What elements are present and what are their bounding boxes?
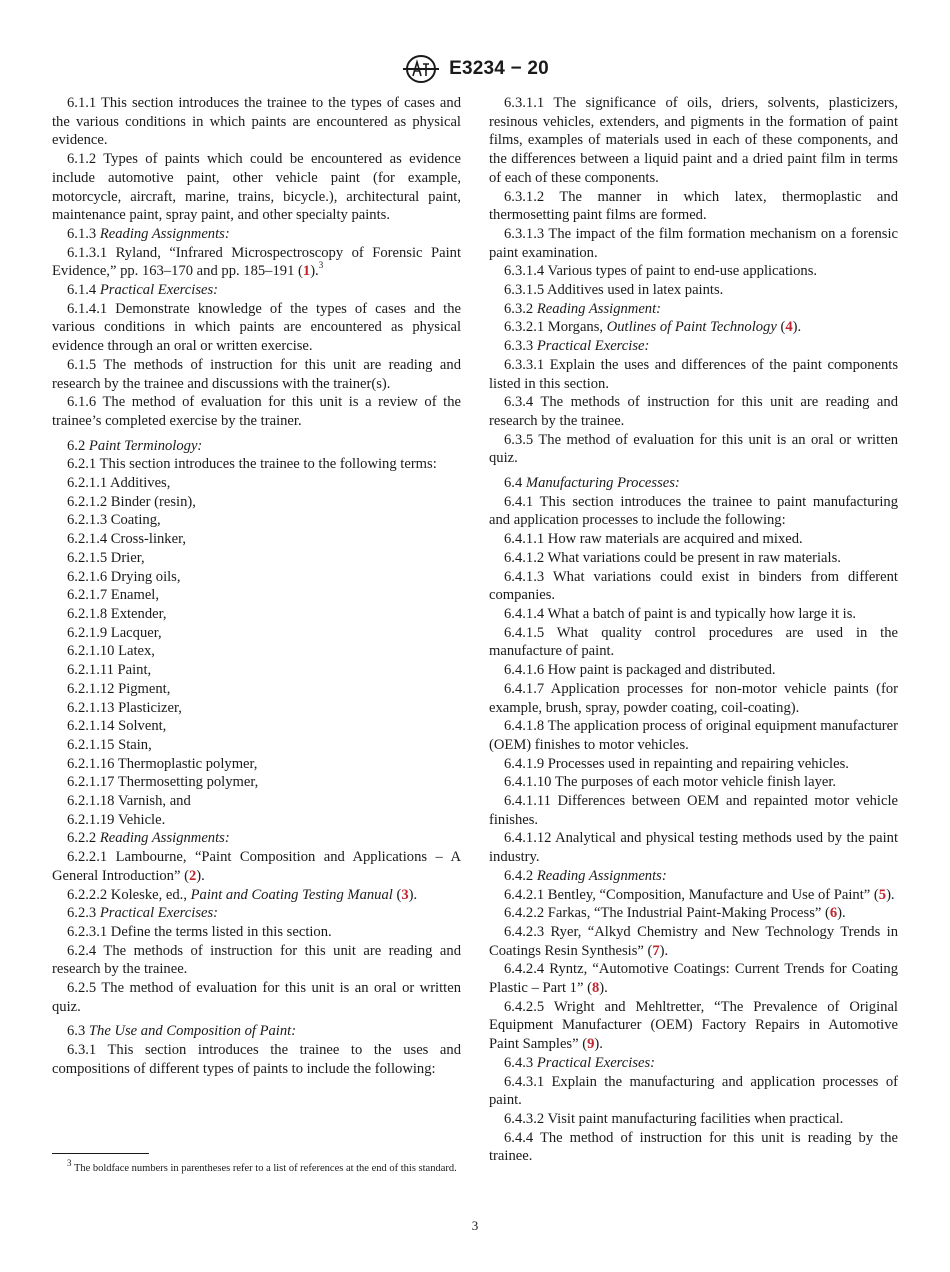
list-item: 6.2.1.16 Thermoplastic polymer, — [67, 755, 258, 772]
list-item: 6.2.1.11 Paint, — [67, 662, 152, 679]
paragraph: 6.3.1.3 The impact of the film formation mechanism on a forensic paint examination. — [489, 225, 898, 261]
paragraph: 6.4.1.10 The purposes of each motor vehicle finish layer. — [504, 774, 837, 791]
reference-link[interactable]: 3 — [401, 886, 409, 903]
reference-link[interactable]: 6 — [829, 905, 838, 922]
reference-link[interactable]: 2 — [188, 867, 197, 884]
paragraph: 6.4.1.7 Application processes for non-motor vehicle paints (for example, brush, spray, powder coating, coil-coating). — [489, 680, 898, 716]
reference-link[interactable]: 1 — [302, 263, 311, 280]
paragraph: 6.4.1.6 How paint is packaged and distributed. — [504, 662, 776, 679]
reference-link[interactable]: 5 — [878, 886, 887, 903]
reference-paragraph: 6.2.2.2 Koleske, ed., Paint and Coating Testing Manual (3). — [67, 886, 418, 903]
subsection-heading: 6.2.3 Practical Exercises: — [67, 905, 219, 922]
section-heading: 6.4 Manufacturing Processes: — [504, 475, 680, 492]
reference-paragraph: 6.2.2.1 Lambourne, “Paint Composition and Applications – A General Introduction” (2). — [52, 849, 461, 884]
list-item: 6.2.1.17 Thermosetting polymer, — [67, 774, 259, 791]
paragraph: 6.1.4.1 Demonstrate knowledge of the types of cases and the various conditions in which paints are encountered as physical evidence through an oral or written exercise. — [52, 300, 461, 355]
list-item: 6.2.1.3 Coating, — [67, 512, 161, 529]
paragraph: 6.4.4 The method of instruction for this unit is reading by the trainee. — [489, 1129, 898, 1165]
subsection-heading: 6.4.3 Practical Exercises: — [504, 1054, 656, 1071]
list-item: 6.2.1.12 Pigment, — [67, 680, 171, 697]
paragraph: 6.2.5 The method of evaluation for this unit is an oral or written quiz. — [52, 980, 461, 1015]
list-item: 6.2.1.18 Varnish, and — [67, 793, 191, 810]
paragraph: 6.4.1.11 Differences between OEM and repainted motor vehicle finishes. — [489, 793, 898, 828]
list-item: 6.2.1.4 Cross-linker, — [67, 531, 186, 548]
page-header — [0, 54, 950, 84]
list-item: 6.2.1.5 Drier, — [67, 549, 145, 566]
paragraph: 6.2.1 This section introduces the trainee to the following terms: — [67, 456, 437, 473]
paragraph: 6.2.4 The methods of instruction for this unit are reading and research by the trainee. — [52, 942, 461, 978]
paragraph: 6.4.1.4 What a batch of paint is and typically how large it is. — [504, 605, 857, 622]
subsection-heading: 6.3.3 Practical Exercise: — [504, 338, 650, 355]
reference-paragraph: 6.1.3.1 Ryland, “Infrared Microspectroscopy of Forensic Paint Evidence,” pp. 163–170 and pp. 185–191 (1).$^3$ — [52, 244, 461, 280]
paragraph: 6.4.1.9 Processes used in repainting and repairing vehicles. — [504, 755, 849, 772]
list-item: 6.2.1.13 Plasticizer, — [67, 699, 182, 716]
footnote-number: 3 — [67, 1157, 72, 1168]
paragraph: 6.4.1.5 What quality control procedures are used in the manufacture of paint. — [489, 624, 898, 660]
section-heading: 6.3 The Use and Composition of Paint: — [67, 1023, 297, 1040]
paragraph: 6.3.1.2 The manner in which latex, thermoplastic and thermosetting paint films are formed. — [489, 188, 898, 224]
paragraph: 6.4.1 This section introduces the trainee to paint manufacturing and application processes to include the following: — [489, 493, 898, 529]
reference-paragraph: 6.4.2.2 Farkas, “The Industrial Paint-Making Process” (6). — [504, 905, 846, 922]
footnote-divider — [52, 1153, 149, 1154]
astm-logo-icon — [401, 54, 441, 84]
paragraph: 6.3.5 The method of evaluation for this unit is an oral or written quiz. — [489, 431, 898, 467]
paragraph: 6.3.1.4 Various types of paint to end-use applications. — [504, 263, 818, 280]
paragraph: 6.1.1 This section introduces the trainee to the types of cases and the various conditions in which paints are encountered as physical evidence. — [52, 95, 461, 149]
reference-link[interactable]: 7 — [652, 942, 660, 959]
right-column — [489, 94, 898, 1166]
section-heading: 6.2 Paint Terminology: — [67, 437, 203, 454]
footnote-text: The boldface numbers in parentheses refer to a list of references at the end of this standard. — [73, 1163, 457, 1174]
paragraph: 6.4.1.3 What variations could exist in binders from different companies. — [489, 568, 898, 604]
subsection-heading: 6.1.4 Practical Exercises: — [67, 282, 219, 299]
reference-link[interactable]: 9 — [587, 1036, 595, 1053]
list-item: 6.2.1.7 Enamel, — [67, 587, 160, 604]
reference-paragraph: 6.4.2.4 Ryntz, “Automotive Coatings: Current Trends for Coating Plastic – Part 1” (8). — [489, 961, 898, 997]
paragraph: 6.4.1.12 Analytical and physical testing methods used by the paint industry. — [489, 830, 898, 866]
footnote — [52, 1157, 461, 1177]
paragraph: 6.4.1.1 How raw materials are acquired and mixed. — [504, 531, 803, 548]
reference-paragraph: 6.4.2.5 Wright and Mehltretter, “The Prevalence of Original Equipment Manufacturer (OEM) Factory Repairs in Automotive Paint Samples” (9). — [489, 998, 898, 1053]
list-item: 6.2.1.14 Solvent, — [67, 718, 167, 735]
paragraph: 6.3.4 The methods of instruction for this unit are reading and research by the trainee. — [489, 394, 898, 429]
paragraph: 6.3.1 This section introduces the trainee to the uses and compositions of different types of paints to include the following: — [52, 1042, 461, 1077]
list-item: 6.2.1.9 Lacquer, — [67, 624, 162, 641]
subsection-heading: 6.3.2 Reading Assignment: — [504, 300, 662, 317]
paragraph: 6.4.1.2 What variations could be present in raw materials. — [504, 549, 841, 566]
paragraph: 6.1.5 The methods of instruction for this unit are reading and research by the trainee and discussions with the trainer(s). — [52, 356, 461, 392]
reference-paragraph: 6.4.2.3 Ryer, “Alkyd Chemistry and New Technology Trends in Coatings Resin Synthesis” (7). — [489, 923, 898, 959]
page-number: 3 — [471, 1218, 479, 1233]
paragraph: 6.1.6 The method of evaluation for this unit is a review of the trainee’s completed exercise by the trainer. — [52, 394, 461, 429]
subsection-heading: 6.2.2 Reading Assignments: — [67, 830, 230, 847]
reference-paragraph: 6.4.2.1 Bentley, “Composition, Manufacture and Use of Paint” (5). — [504, 886, 895, 903]
subsection-heading: 6.4.2 Reading Assignments: — [504, 867, 667, 884]
list-item: 6.2.1.10 Latex, — [67, 643, 155, 660]
paragraph: 6.3.3.1 Explain the uses and differences of the paint components listed in this section. — [489, 356, 898, 392]
list-item: 6.2.1.1 Additives, — [67, 475, 171, 492]
paragraph: 6.4.1.8 The application process of original equipment manufacturer (OEM) finishes to motor vehicles. — [489, 718, 898, 753]
paragraph: 6.4.3.2 Visit paint manufacturing facilities when practical. — [504, 1110, 844, 1127]
paragraph: 6.3.1.1 The significance of oils, driers, solvents, plasticizers, resinous vehicles, extenders, and pigments in the formation of paint films, examples of materials used in each of these components, and the differences between a liquid paint and a dried paint film in terms of each of these components. — [489, 95, 898, 186]
paragraph: 6.2.3.1 Define the terms listed in this section. — [67, 923, 332, 940]
paragraph: 6.1.2 Types of paints which could be encountered as evidence include automotive paint, other vehicle paint (for example, motorcycle, aircraft, marine, trains, bicycle.), architectural paint, maintenance paint, spray paint, and other specialty paints. — [52, 151, 461, 224]
footnote-marker: 3 — [318, 260, 324, 271]
paragraph: 6.4.3.1 Explain the manufacturing and application processes of paint. — [489, 1073, 898, 1109]
list-item: 6.2.1.6 Drying oils, — [67, 568, 181, 585]
left-column — [52, 94, 461, 1079]
list-item: 6.2.1.8 Extender, — [67, 605, 167, 622]
list-item: 6.2.1.15 Stain, — [67, 736, 152, 753]
list-item: 6.2.1.2 Binder (resin), — [67, 493, 196, 510]
reference-link[interactable]: 8 — [591, 980, 600, 997]
reference-paragraph: 6.3.2.1 Morgans, Outlines of Paint Technology (4). — [504, 319, 802, 336]
list-item: 6.2.1.19 Vehicle. — [67, 811, 166, 828]
document-id: E3234 − 20 — [449, 58, 549, 79]
subsection-heading: 6.1.3 Reading Assignments: — [67, 225, 230, 242]
paragraph: 6.3.1.5 Additives used in latex paints. — [504, 282, 724, 299]
reference-link[interactable]: 4 — [785, 319, 793, 336]
